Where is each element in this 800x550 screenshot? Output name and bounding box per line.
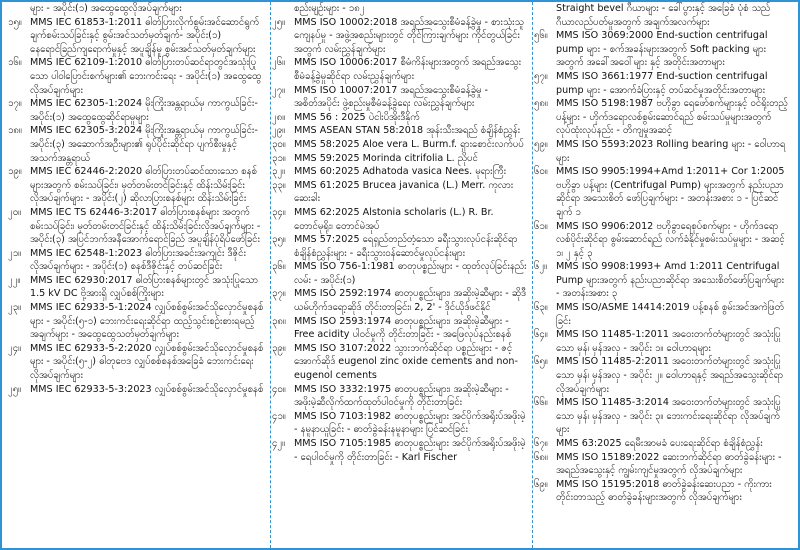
entry-number: ၂၇။ [272,84,286,96]
entry-text: MMS IEC 62305-3:2024 မိုးကြိုးအန္တရာယ်မှ ကာကွယ်ခြင်း- အပိုင်း(၃) အဆောက်အဦးများ၏ ရုပ်ပိုင်းဆိုင်ရာ ပျက်စီးမှုနှင့် အသက်အန္တရာယ် [30,125,258,164]
entry-text: MMS ISO 11485-3:2014 အဝေးတက်တံများတွင် အသုံးပြုသော မှန်၊ မှန်အလှ - အပိုင်း ၃။ ဘေးကင်းရေးဆိုင်ရာ လိုအပ်ချက်များ [556,397,781,436]
standard-entry [270,152,532,166]
entry-text: MMS ISO 9905:1994+Amd 1:2011+ Cor 1:2005 ဗဟိုခွာ ပန့်များ (Centrifugal Pump) များအတွက် နည်းပညာဆိုင်ရာ အသေးစိတ် ဖော်ပြချက်များ - အတန်းအစား ၁ - ပြင်ဆင်ချက် ၁ [556,166,785,218]
entry-text: MMS ISO 10006:2017 စီမံကိန်းများအတွက် အရည်အသွေး စီမံခန့်ခွဲမှုဆိုင်ရာ လမ်းညွှန်ချက်များ [294,57,522,82]
entry-text: MMS 58:2025 Aloe vera L. Burm.f. ရှားစောင်းလက်ပပ် [294,138,524,150]
standard-entry [270,233,532,260]
entry-text: MMS ISO 7105:1985 ဓာတုပစ္စည်းများ အင်ပိုက်အရိုးပ်အဖိုးမဲ့ - ရေပါဝင်မှုကို တိုင်းတာခြင်း - Karl Fischer [294,438,526,463]
column-1 [6,2,270,548]
entry-number: ၄၂။ [272,438,286,449]
entry-number: ၂၉။ [272,125,286,137]
entry-number: ၆၀။ [534,166,548,178]
entry-text: MMS ISO 3107:2022 သွားဘက်ဆိုင်ရာ ပစ္စည်းများ - ဇင့်အောက်ဆိုဒ် eugenol zinc oxide cements and non-eugenol cements [294,342,518,382]
entry-text: MMS ISO 7103:1982 ဓာတုပစ္စည်းများ အင်ပိုက်အရိုးပ်အဖိုးမဲ့ - နမူနာယူခြင်း - ဓာတ်ခွဲခန်းနမူနာများ ပြင်ဆင်ခြင်း [294,410,526,436]
entry-number: ၁၅။ [8,16,22,28]
entry-text: MMS ISO 9906:2012 ဗဟိုခွာရေစုပ်စက်များ - ဟိုက်ဒရောလစ်ပိုင်းဆိုင်ရာ စွမ်းဆောင်ရည် လက်ခံနိုင်မှုစမ်းသပ်မှုများ - အဆင့် ၁၊ ၂ နှင့် ၃ [556,220,785,259]
entry-text: MMS ASEAN STAN 58:2018 အုန်းသီးအရည် စံချိန်စံညွှန်း [294,125,521,137]
entry-number: ၃၅။ [272,234,286,246]
entry-text: MMS 60:2025 Adhatoda vasica Nees. မုရားကြီး [294,166,507,178]
entry-number: ၆၃။ [534,302,548,314]
standard-entry [270,56,532,83]
entry-text: MMS 57:2025 ရေရှည်တည်တံ့သော ခရီးသွားလုပ်ငန်းဆိုင်ရာ စံချိန်စံညွှန်းများ - ခရီးသွားဝန်ဆောင်မှုလုပ်ငန်းများ [294,234,518,259]
entry-text: များ - အပိုင်း(၁) အထွေထွေလိုအပ်ချက်များ [30,3,182,14]
entry-number: ၂၀။ [8,206,22,218]
standard-entry [270,2,532,16]
entry-text: MMS ISO 3661:1977 End-suction centrifugal pump များ - အောက်ခံပြားနှင့် တပ်ဆင်မှုအတိုင်းအတာများ [556,70,768,96]
entry-number: ၃၀။ [272,138,286,150]
standard-entry [270,179,532,206]
standard-entry [270,410,532,437]
entry-number: ၆၁။ [534,220,548,232]
standard-entry [532,70,794,97]
entry-text: MMS IEC 62446-2:2020 ဓါတ်ပြားတပ်ဆင်ထားသော စနစ်များအတွက် စမ်းသပ်ခြင်း၊ မှတ်တမ်းတင်ခြင်းနှင့် ထိန်းသိမ်းခြင်းလိုအပ်ချက်များ - အပိုင်း(၂) ဆိုလာပြားစနစ်များ ထိန်းသိမ်းခြင်း [30,166,257,205]
standard-entry [532,451,794,478]
entry-text: MMS ISO/ASME 14414:2019 ပန့်စနစ် စွမ်းအင်အကဲဖြတ်ခြင်း [556,302,784,327]
standard-entry [270,111,532,125]
entry-text: MMS IEC 62933-5-3:2023 လျှပ်စစ်စွမ်းအင်သိုလှောင်မှုစနစ် [30,383,264,395]
entry-number: ၅၈။ [534,98,548,110]
entry-number: ၂၄။ [8,342,22,354]
entry-text: MMS ISO 3332:1975 ဓာတုပစ္စည်းများ၊ အဆိုးမဲ့ဆီများ - အဖိုးမဲ့ဆီလိုက်ထက်ထုတ်ပါဝင်မှုကို တိုင်းတာခြင်း [294,383,509,409]
standard-entry [270,206,532,233]
entry-number: ၁၈။ [8,125,22,137]
entry-text: MMS IEC 62548-1:2023 ဓါတ်ပြားအခင်းအကျင်း ဒီဇိုင်းလိုအပ်ချက်များ - အပိုင်း(၁) စနစ်ဒီဇိုင်းနှင့် တပ်ဆင်ခြင်း [30,247,246,273]
standard-entry [6,124,270,165]
entry-text: MMS ISO 15195:2018 ဓာတ်ခွဲခန်းဆေးပညာ - ကိုးကားတိုင်းတာသည့် ဓာတ်ခွဲခန်းများအတွက် လိုအပ်ချက်များ [556,478,772,504]
entry-number: ၆၇။ [534,438,548,449]
entry-text: MMS ISO 9908:1993+ Amd 1:2011 Centrifugal Pump များအတွက် နည်းပညာဆိုင်ရာ အသေးစိတ်ဖော်ပြချက်များ - အတန်းအစား ၃ [556,261,785,300]
entry-text: MMS 59:2025 Morinda citrifolia L. ညိုပင် [294,152,478,164]
columns-container [6,2,794,548]
entry-number: ၃၃။ [272,179,286,191]
entry-text: MMS 61:2025 Brucea javanica (L.) Merr. ကုလားဆေးခါး [294,179,514,205]
entry-number: ၂၈။ [272,111,286,123]
entry-number: ၁၆။ [8,57,22,69]
column-3 [532,2,794,548]
entry-number: ၅၇။ [534,70,548,82]
entry-number: ၆၆။ [534,397,548,409]
entry-number: ၃၁။ [272,152,286,164]
standard-entry [270,124,532,138]
standard-entry [532,301,794,328]
entry-number: ၁၇။ [8,98,22,110]
entry-text: MMS 62:2025 Alstonia scholaris (L.) R. Br. တောင်မုရိုး၊ တောင်မဲအုပ် [294,206,494,232]
standard-entry [532,328,794,355]
standard-entry [270,260,532,287]
column-divider-1 [270,2,271,548]
standard-entry [532,29,794,70]
entry-number: ၃၆။ [272,261,286,273]
standard-entry [270,16,532,57]
standard-entry [532,97,794,138]
entry-number: ၂၃။ [8,302,22,314]
entry-number: ၂၆။ [272,57,286,69]
entry-number: ၄၁။ [272,410,286,422]
entry-text: MMS ISO 2592:1974 ဓာတုပစ္စည်းများ၊ အဆိုးမဲ့ဆီများ - ဆိုဒီယမ်ဟိုက်ဒရော့ဆိုဒ် တိုင်းတာခြင်း၊ 2, 2' - ဒိုင်ယိုဒ်ဖင်နိုင် [294,288,527,314]
entry-text: MMS ISO 3069:2000 End-suction centrifugal pump များ - စက်အခန်းများအတွက် Soft packing များ အတွက် အခေါ်အဝေါ်များ နှင့် အတိုင်းအတာများ [556,30,768,69]
standard-entry [6,56,270,97]
entry-text: MMS IEC 62933-5-2:2020 လျှပ်စစ်စွမ်းအင်သိုလှောင်မှုစနစ်များ - အပိုင်း(၅-၂) ဓါတုဗေဒ လျှပ်စစ်စနစ်အခြေခံ ဘေးကင်းရေးလိုအပ်ချက်များ [30,342,264,382]
standard-entry [532,396,794,437]
entry-text: MMS ISO 5198:1987 ဗဟိုခွာ ရေဖော်စက်များနှင့် ဝင်ရိုးတည့်ပန့်များ - ဟိုက်ဒရောလစ်စွမ်းဆောင်ရည် စမ်းသပ်မှုများအတွက် လုပ်ထုံးလုပ်နည်း - တိကျမှုအဆင့် [556,98,788,137]
entry-text: MMS ISO 756-1:1981 ဓာတုပစ္စည်းများ - ထုတ်လုပ်ခြင်းနည်းလမ်း - အပိုင်း(၁) [294,261,527,286]
standard-entry [6,247,270,274]
entry-text: MMS IEC 61853-1:2011 ဓါတ်ပြားလိုက်စွမ်းအင်ဆောင်ရွက်ချက်စမ်းသပ်ခြင်းနှင့် စွမ်းအင်သတ်မှတ်ချက်- အပိုင်း(၁) နေရောင်ခြည်ကျရောက်မှုနှင့် အပူချိန်မူ စွမ်းအင်သတ်မှတ်ချက်များ [30,16,260,55]
entry-number: ၆၅။ [534,356,548,368]
entry-text: Straight bevel ဂီယာများ - ခေါ်ပွားနှင့် အခြေခံ ပုံစံ သည် ဂီယာလည်ပတ်မှုအတွက် အချက်အလက်များ [556,3,771,28]
entry-text: MMS ISO 11485-1:2011 အဝေးတက်တံများတွင် အသုံးပြုသော မှန်၊ မှန်အလှ - အပိုင်း ၁။ ဝေါဟာရများ [556,329,781,354]
entry-text: MMS ISO 15189:2022 ဆေးဘက်ဆိုင်ရာ ဓာတ်ခွဲခန်းများ - အရည်အသွေးနှင့် ကျွမ်းကျင်မှုအတွက် လိုအပ်ချက်များ [556,451,782,477]
standard-entry [6,165,270,206]
standard-entry [6,383,270,397]
entry-number: ၆၈။ [534,451,548,463]
standard-entry [532,165,794,219]
standard-entry [270,383,532,410]
entry-number: ၆၄။ [534,329,548,341]
entry-text: MMS 56 : 2025 ပဲငါးပိအိုးဒီနိုက် [294,111,420,123]
standard-entry [532,355,794,396]
entry-text: MMS IEC 62933-5-1:2024 လျှပ်စစ်စွမ်းအင်သိုလှောင်မှုစနစ်များ - အပိုင်း(၅-၁) ဘေးကင်းရေးဆိုင်ရာ ထည့်သွင်းစဉ်းစားရမည့်အချက်များ - အထွေထွေသတ်မှတ်ချက်များ [30,302,264,341]
standard-entry [532,437,794,451]
standard-entry [270,138,532,152]
standard-entry [532,260,794,301]
standard-entry [270,165,532,179]
entry-number: ၃၈။ [272,315,286,327]
entry-number: ၃၉။ [272,342,286,354]
standard-entry [270,342,532,383]
standard-entry [6,16,270,57]
entry-number: ၃၇။ [272,288,286,300]
entry-text: MMS IEC 62305-1:2024 မိုးကြိုးအန္တရာယ်မှ ကာကွယ်ခြင်း- အပိုင်း(၁) အထွေထွေဆိုင်ရာမူများ [30,98,258,123]
standard-entry [532,2,794,29]
column-2 [270,2,532,548]
standard-entry [6,301,270,342]
entry-number: ၃၄။ [272,206,286,218]
entry-text: MMS IEC TS 62446-3:2017 ဓါတ်ပြားစနစ်များ အတွက် စမ်းသပ်ခြင်း၊ မှတ်တမ်းတင်ခြင်းနှင့် ထိန်းသိမ်းခြင်းလိုအပ်ချက်များ - အပိုင်း(၃) အပြင်ဘက်အနီအောက်ရောင်ခြည် အပူချိန်ပုံရိပ်ဖော်ခြင်း [30,206,261,246]
entry-text: MMS ISO 10007:2017 အရည်အသွေးစီမံခန့်ခွဲမှု - အစိတ်အပိုင်း ဖွဲ့စည်းမှုစီမံခန့်ခွဲရေး လမ်းညွှန်ချက်များ [294,84,489,110]
entry-text: MMS IEC 62109-1:2010 ဓါတ်ပြားတပ်ဆင်ရာတွင်အသုံးပြုသော ပါဝါပြောင်းစက်များ၏ ဘေးကင်းရေး - အပိုင်း(၁) အထွေထွေလိုအပ်ချက်များ [30,57,262,96]
standard-entry [270,315,532,342]
standard-entry [6,342,270,383]
entry-text: MMS ISO 2593:1974 ဓာတုပစ္စည်းများ၊ အဆိုးမဲ့ဆီများ - Free acidity ပါဝင်မှုကို တိုင်းတာခြင်း - အဖြေလုပ်နည်းစနစ် [294,315,512,341]
standard-entry [6,2,270,16]
entry-text: စည်းမျဉ်းများ - ၁၈၂ [294,3,365,14]
entry-number: ၄၀။ [272,383,286,395]
entry-number: ၅၆။ [534,30,548,42]
column-divider-2 [532,2,533,548]
entry-number: ၂၂။ [8,274,21,286]
standard-entry [6,206,270,247]
standard-entry [532,220,794,261]
entry-number: ၃၂။ [272,166,286,178]
entry-number: ၆၂။ [534,261,548,273]
entry-number: ၅၉။ [534,138,548,150]
standard-entry [6,274,270,301]
entry-text: MMS IEC 62930:2017 ဓါတ်ပြားစနစ်များတွင် အသုံးပြုသော 1.5 kV DC ဗို့အားရှိ လျှပ်စစ်ကြိုးများ [30,274,258,300]
standard-entry [270,84,532,111]
standard-entry [270,437,532,464]
entry-number: ၂၁။ [8,247,22,259]
entry-number: ၆၉။ [534,478,548,490]
standard-entry [6,97,270,124]
standard-entry [532,138,794,165]
entry-text: MMS ISO 10002:2018 အရည်အသွေးစီမံခန့်ခွဲမှု - စားသုံးသူ ကျေနပ်မှု - အဖွဲ့အစည်းများတွင် တိုင်ကြားချက်များ ကိုင်တွယ်ခြင်းအတွက် လမ်းညွှန်ချက်များ [294,16,524,55]
entry-number: ၂၅။ [8,383,22,395]
entry-text: MMS 63:2025 ရေမီးအာမခံ ပေးရေးဆိုင်ရာ စံချိန်စံညွှန်း [556,438,763,449]
standard-entry [270,287,532,314]
entry-number: ၂၅။ [272,16,286,28]
entry-text: MMS ISO 5593:2023 Rolling bearing များ - ဝေါဟာရများ [556,138,786,164]
entry-number: ၁၉။ [8,166,22,178]
entry-text: MMS ISO 11485-2:2011 အဝေးတက်တံများတွင် အသုံးပြုသော မှန်၊ မှန်အလှ - အပိုင်း ၂။ ဝေါဟာရနှင့် အရည်အသွေးဆိုင်ရာ လိုအပ်ချက်များ [556,356,784,395]
standard-entry [532,478,794,505]
